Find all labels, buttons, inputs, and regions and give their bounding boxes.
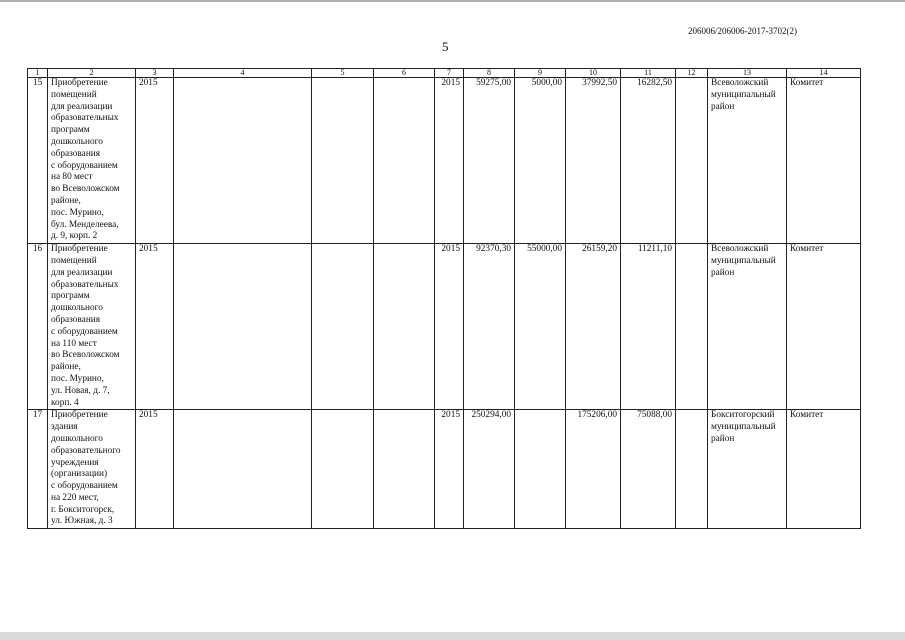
column-number: 9 [515,69,566,78]
table-row [28,410,861,529]
row-description [48,410,136,529]
column-number: 11 [621,69,676,78]
scan-edge-bottom [0,632,905,640]
total-amount: 250294,00 [464,410,515,529]
column-number: 4 [174,69,312,78]
table-row [28,78,861,244]
executor: Комитет [787,244,861,410]
executor: Комитет [787,78,861,244]
page-number: 5 [442,39,449,54]
cell-col4 [174,244,312,410]
start-year: 2015 [136,410,174,529]
municipality [708,244,787,410]
column-number: 3 [136,69,174,78]
amount-col9 [515,410,566,529]
table-row [28,244,861,410]
municipality [708,78,787,244]
amount-col11: 11211,10 [621,244,676,410]
cell-col4 [174,410,312,529]
program-table [27,68,861,529]
scan-edge-top [0,0,905,2]
amount-col11: 75088,00 [621,410,676,529]
column-number: 7 [435,69,464,78]
column-number: 13 [708,69,787,78]
column-number: 1 [28,69,48,78]
document-code: 206006/206006-2017-3702(2) [688,26,797,36]
row-description [48,78,136,244]
amount-col10: 37992,50 [566,78,621,244]
row-description [48,244,136,410]
column-number: 2 [48,69,136,78]
cell-col6 [374,410,435,529]
amount-col11: 16282,50 [621,78,676,244]
municipality-text: Бокситогорский муниципальный район [711,410,776,444]
cell-col6 [374,244,435,410]
column-number: 14 [787,69,861,78]
cell-col12 [676,410,708,529]
amount-col9: 5000,00 [515,78,566,244]
cell-col5 [312,244,374,410]
column-number: 6 [374,69,435,78]
cell-col5 [312,410,374,529]
column-number: 12 [676,69,708,78]
start-year: 2015 [136,244,174,410]
amount-col10: 175206,00 [566,410,621,529]
municipality-text: Всеволожский муниципальный район [711,78,776,112]
municipality [708,410,787,529]
cell-col5 [312,78,374,244]
column-number: 10 [566,69,621,78]
row-number: 15 [28,78,48,244]
end-year: 2015 [435,410,464,529]
column-number-row [28,69,861,78]
column-number: 5 [312,69,374,78]
cell-col4 [174,78,312,244]
column-number: 8 [464,69,515,78]
row-number: 17 [28,410,48,529]
executor: Комитет [787,410,861,529]
amount-col10: 26159,20 [566,244,621,410]
cell-col12 [676,244,708,410]
cell-col6 [374,78,435,244]
description-text: Приобретение помещений для реализации образовательных программ дошкольного образования с оборудованием на 110 мест во Всеволожском районе, пос. Мурино, ул. Новая, д. 7, корп. 4 [51,244,120,408]
end-year: 2015 [435,78,464,244]
description-text: Приобретение здания дошкольного образовательного учреждения (организации) с оборудованием на 220 мест, г. Бокситогорск, ул. Южная, д. 3 [51,410,121,527]
total-amount: 59275,00 [464,78,515,244]
row-number: 16 [28,244,48,410]
total-amount: 92370,30 [464,244,515,410]
cell-col12 [676,78,708,244]
end-year: 2015 [435,244,464,410]
amount-col9: 55000,00 [515,244,566,410]
description-text: Приобретение помещений для реализации образовательных программ дошкольного образования с оборудованием на 80 мест во Всеволожском районе, пос. Мурино, бул. Менделеева, д. 9, корп. 2 [51,78,120,242]
municipality-text: Всеволожский муниципальный район [711,244,776,278]
start-year: 2015 [136,78,174,244]
